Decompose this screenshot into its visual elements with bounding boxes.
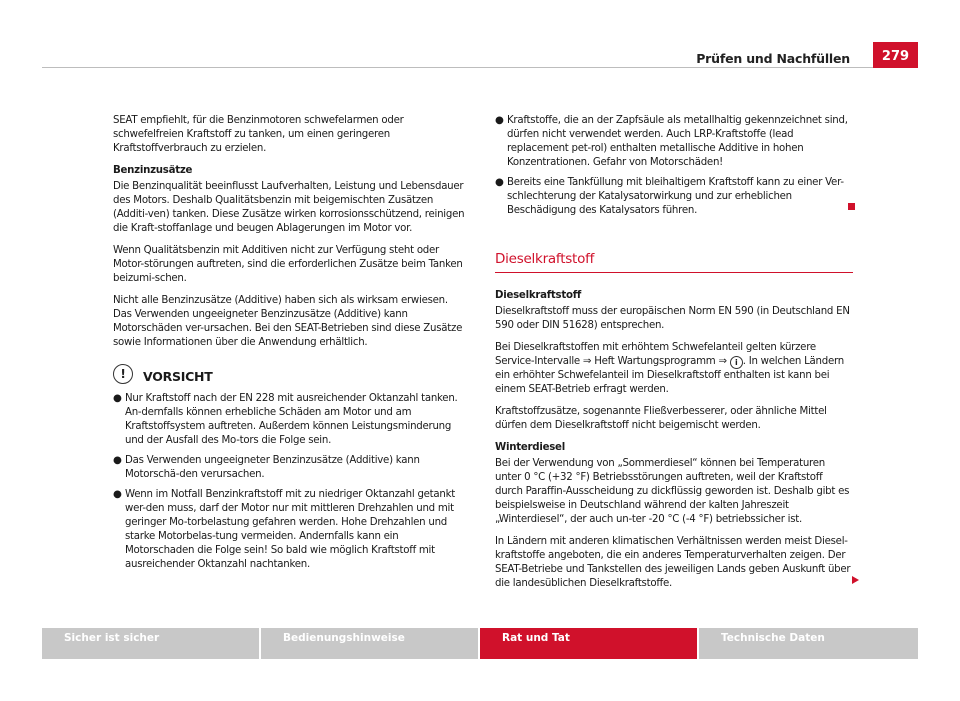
list-item-text: Bereits eine Tankfüllung mit bleihaltigem Kraftstoff kann zu einer Ver-schlechterung der Katalysatorwirkung und zur erheblichen Beschädigung des Katalysators führen. <box>507 177 844 216</box>
subheading-dieselkraftstoff: Dieselkraftstoff <box>495 290 582 301</box>
continue-arrow-icon <box>852 576 859 584</box>
bullet-icon: ● <box>113 455 122 466</box>
list-item-text: Wenn im Notfall Benzinkraftstoff mit zu niedriger Oktanzahl getankt wer-den muss, darf der Motor nur mit mittleren Drehzahlen und mit geringer Mo-torbelastung gefahren werden. Hohe Drehzahlen und starke Motorbelas-tung vermeiden. Andernfalls kann ein Motorschaden die Folge sein! So bald wie möglich Kraftstoff mit ausreichender Oktanzahl nachtanken. <box>125 489 456 570</box>
list-item-text: Kraftstoffe, die an der Zapfsäule als metallhaltig gekennzeichnet sind, dürfen nicht verwendet werden. Auch LRP-Kraftstoffe (lead replacement pet-rol) enthalten metallische Additive in hohen Konzentrationen. Gefahr von Motorschäden! <box>507 115 848 168</box>
right-column <box>495 114 853 599</box>
section-rule <box>495 272 853 273</box>
section-end-marker-icon <box>848 203 855 210</box>
tab-sicher-ist-sicher[interactable]: Sicher ist sicher <box>42 628 261 659</box>
page-title: Prüfen und Nachfüllen <box>696 51 850 66</box>
page-number: 279 <box>873 42 918 68</box>
paragraph-text: Bei Dieselkraftstoffen mit erhöhtem Schwefelanteil gelten kürzere Service-Intervalle ⇒ Heft Wartungsprogramm ⇒ <box>495 342 816 367</box>
list-item <box>495 176 853 218</box>
paragraph-text: . In welchen Ländern ein erhöhter Schwefelanteil im Dieselkraftstoff enthalten ist kann bei einem SEAT-Betrieb erfragt werden. <box>495 356 844 395</box>
intro-paragraph: SEAT empfiehlt, für die Benzinmotoren schwefelarmen oder schwefelfreien Kraftstoff zu tanken, um einen geringeren Kraftstoffverbrauch zu erzielen. <box>113 115 404 154</box>
bullet-icon: ● <box>113 393 122 404</box>
caution-header <box>113 364 469 384</box>
paragraph: Die Benzinqualität beeinflusst Laufverhalten, Leistung und Lebensdauer des Motors. Deshalb Qualitätsbenzin mit beigemischten Zusätzen (Additi-ven) tanken. Diese Zusätze wirken korrosionsschützend, reinigen die Kraft-stoffanlage und beugen Ablagerungen im Motor vor. <box>113 181 465 234</box>
subheading-winterdiesel: Winterdiesel <box>495 442 565 453</box>
list-item-text: Nur Kraftstoff nach der EN 228 mit ausreichender Oktanzahl tanken. An-dernfalls können erhebliche Schäden am Motor und am Kraftstoffsystem auftreten. Außerdem können Leistungsminderung und der Ausfall des Mo-tors die Folge sein. <box>125 393 458 446</box>
bullet-icon: ● <box>495 177 504 188</box>
list-item <box>495 114 853 170</box>
bullet-icon: ● <box>495 115 504 126</box>
section-heading-dieselkraftstoff: Dieselkraftstoff <box>495 251 595 267</box>
paragraph: In Ländern mit anderen klimatischen Verhältnissen werden meist Diesel-kraftstoffe angeboten, die ein anderes Temperaturverhalten zeigen. Der SEAT-Betriebe und Tankstellen des jeweiligen Lands geben Auskunft über die landesüblichen Dieselkraftstoffe. <box>495 536 851 589</box>
paragraph: Wenn Qualitätsbenzin mit Additiven nicht zur Verfügung steht oder Motor-störungen auftreten, sind die erforderlichen Zusätze beim Tanken beizumi-schen. <box>113 245 463 284</box>
list-item <box>113 454 469 482</box>
tab-technische-daten[interactable]: Technische Daten <box>699 628 918 659</box>
bullet-icon: ● <box>113 489 122 500</box>
left-column <box>113 114 469 578</box>
caution-title: VORSICHT <box>143 369 213 384</box>
tab-bedienungshinweise[interactable]: Bedienungshinweise <box>261 628 480 659</box>
warning-icon: ! <box>113 364 133 384</box>
paragraph: Nicht alle Benzinzusätze (Additive) haben sich als wirksam erwiesen. Das Verwenden ungeeigneter Benzinzusätze (Additive) kann Motorschäden ver-ursachen. Bei den SEAT-Betrieben sind diese Zusätze sowie Informationen über die Anwendung erhältlich. <box>113 295 463 348</box>
tab-rat-und-tat[interactable]: Rat und Tat <box>480 628 699 659</box>
paragraph: Bei der Verwendung von „Sommerdiesel“ können bei Temperaturen unter 0 °C (+32 °F) Betriebsstörungen auftreten, weil der Kraftstoff durch Paraffin-Ausscheidung zu dickflüssig geworden ist. Deshalb gibt es beispielsweise in Deutschland während der kalten Jahreszeit „Winterdiesel“, der auch un-ter -20 °C (-4 °F) betriebssicher ist. <box>495 458 850 525</box>
paragraph <box>495 341 853 397</box>
paragraph: Kraftstoffzusätze, sogenannte Fließverbesserer, oder ähnliche Mittel dürfen dem Dieselkraftstoff nicht beigemischt werden. <box>495 406 827 431</box>
list-item-text: Das Verwenden ungeeigneter Benzinzusätze (Additive) kann Motorschä-den verursachen. <box>125 455 420 480</box>
header-rule <box>42 67 918 68</box>
list-item <box>113 488 469 572</box>
info-icon: i <box>730 356 743 369</box>
list-item <box>113 392 469 448</box>
footer-nav <box>42 628 918 659</box>
paragraph: Dieselkraftstoff muss der europäischen Norm EN 590 (in Deutschland EN 590 oder DIN 51628) entsprechen. <box>495 306 850 331</box>
subheading-benzinzusaetze: Benzinzusätze <box>113 165 193 176</box>
